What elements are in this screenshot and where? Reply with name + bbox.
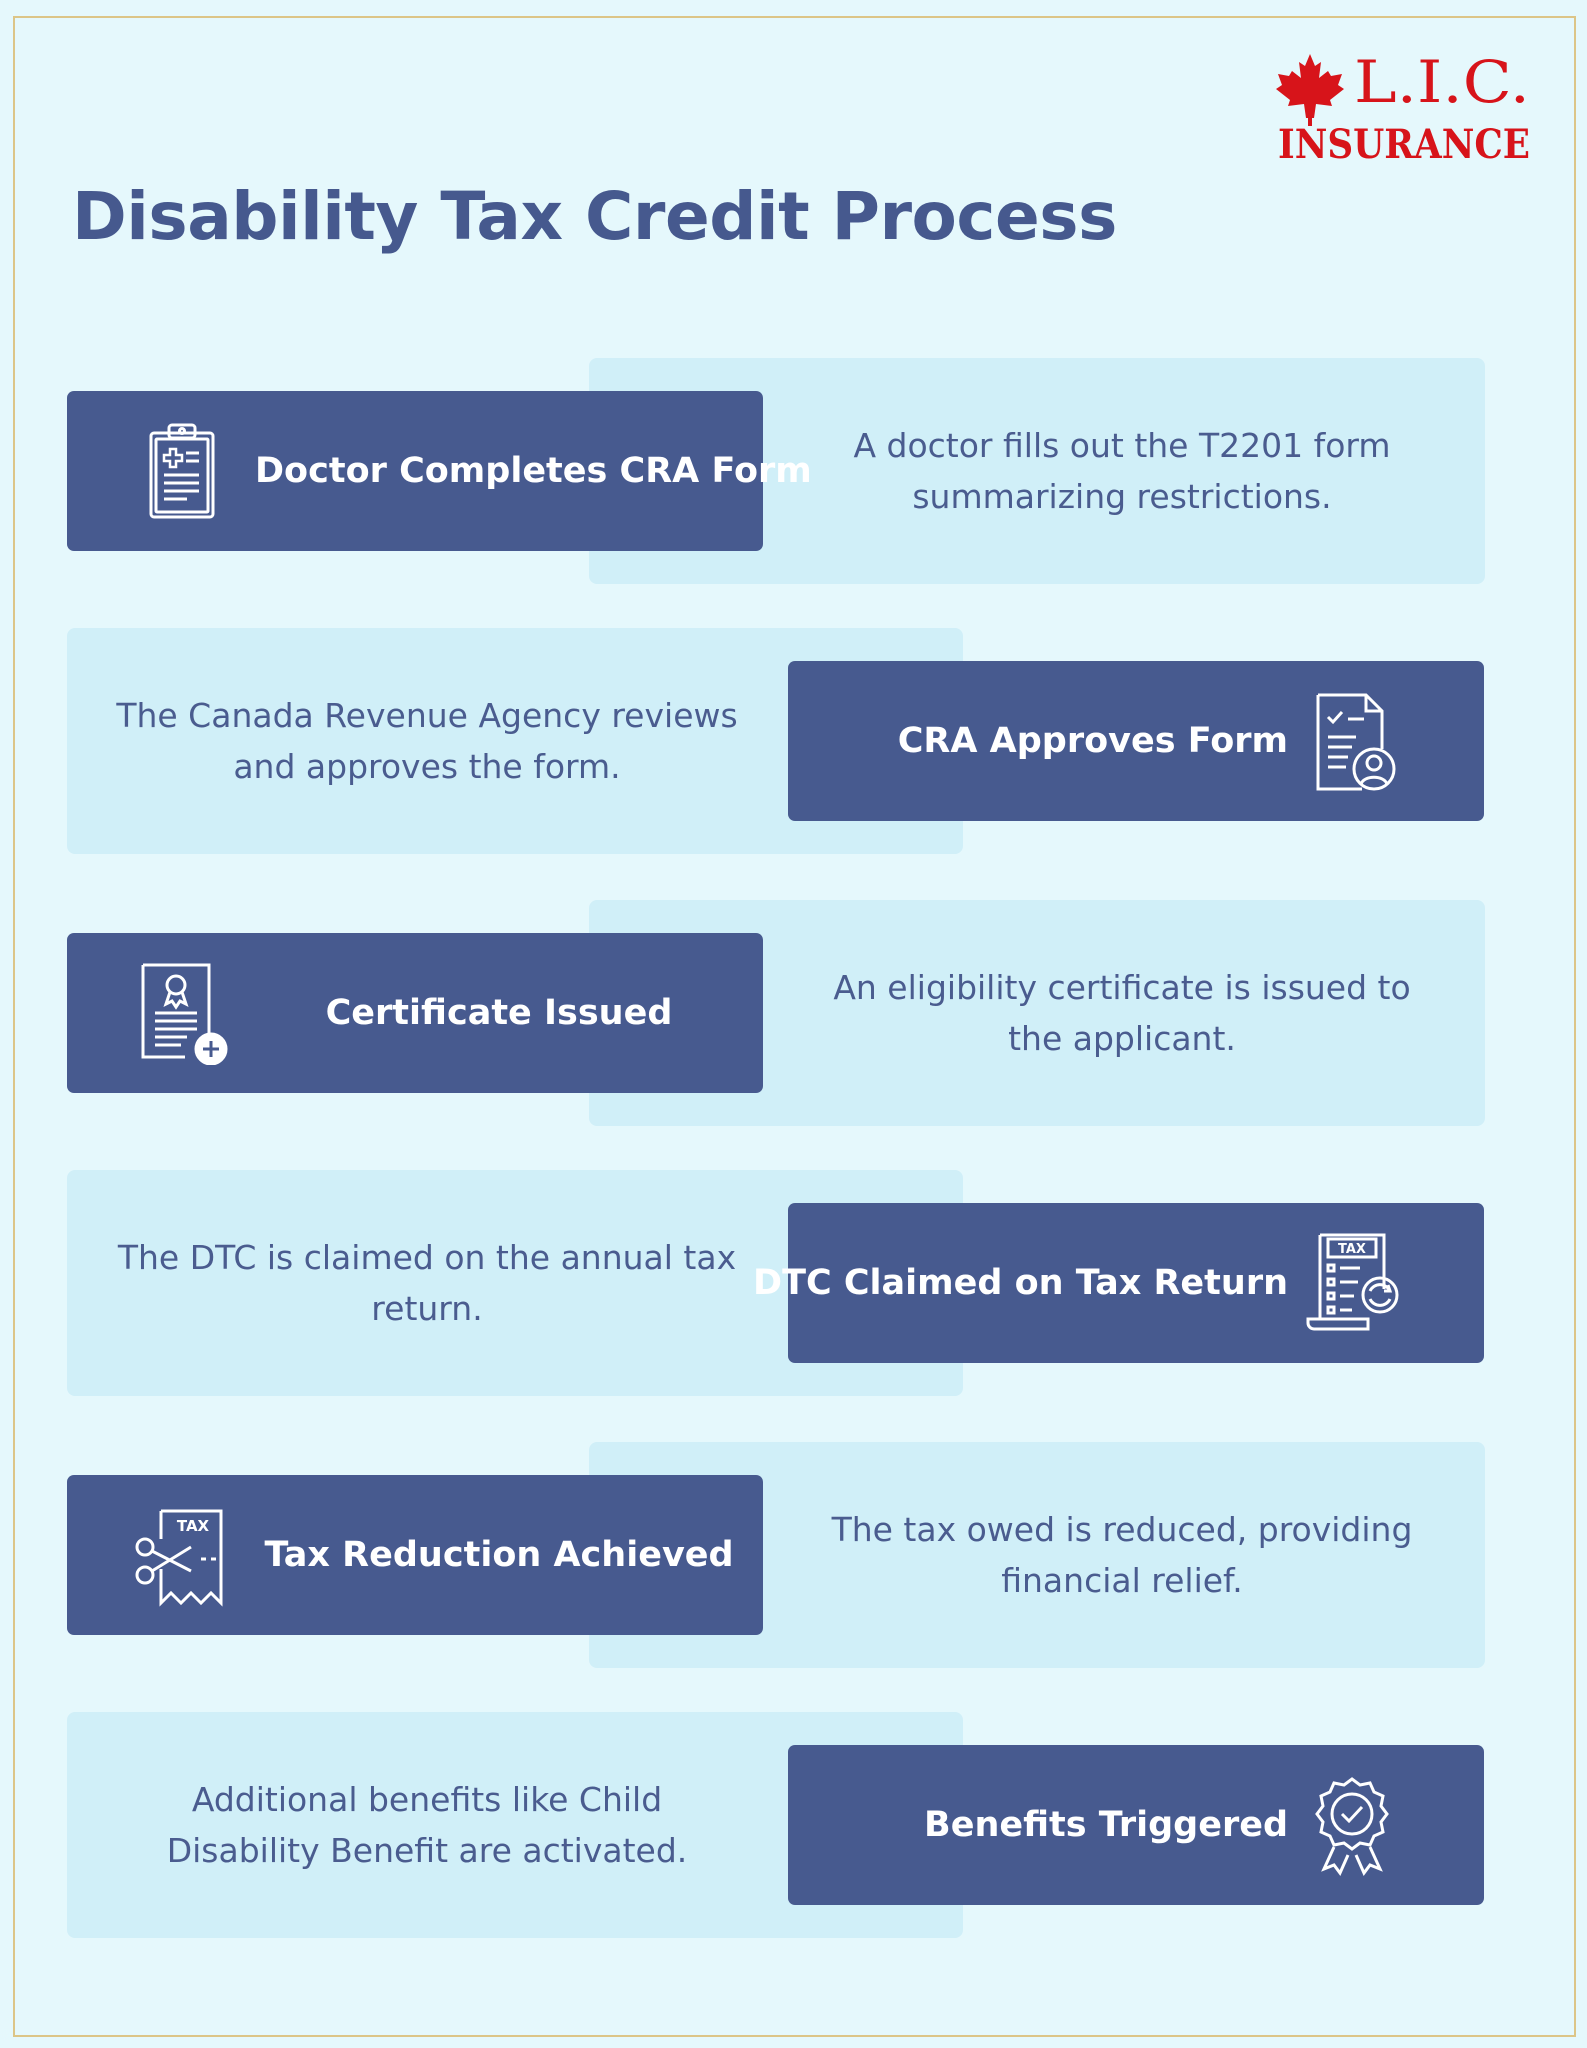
step-5-label: Tax Reduction Achieved	[264, 1535, 734, 1575]
tax-return-icon	[1300, 1231, 1404, 1335]
lic-insurance-logo	[1276, 52, 1534, 164]
step-5-description: The tax owed is reduced, providing financial relief.	[831, 1510, 1413, 1600]
step-1-label: Doctor Completes CRA Form	[255, 451, 812, 491]
step-2-description: The Canada Revenue Agency reviews and approves the form.	[116, 696, 738, 786]
step-5-card	[67, 1475, 763, 1635]
tax-cut-icon-text: TAX	[176, 1517, 210, 1535]
tax-return-icon-text: TAX	[1338, 1242, 1366, 1257]
step-6-description: Additional benefits like Child Disability Benefit are activated.	[166, 1780, 688, 1870]
approved-document-icon	[1300, 689, 1404, 793]
badge-check-icon	[1300, 1773, 1404, 1877]
certificate-icon	[131, 961, 235, 1065]
medical-clipboard-icon	[131, 419, 235, 523]
tax-cut-icon	[131, 1503, 235, 1607]
step-2-label: CRA Approves Form	[897, 721, 1288, 761]
step-4-label: DTC Claimed on Tax Return	[753, 1263, 1288, 1303]
step-3-label: Certificate Issued	[325, 993, 673, 1033]
step-6-card	[788, 1745, 1484, 1905]
step-3-description: An eligibility certificate is issued to the applicant.	[833, 968, 1411, 1058]
logo-line2: INSURANCE	[1278, 121, 1530, 164]
page-title: Disability Tax Credit Process	[72, 178, 1117, 255]
step-4-description: The DTC is claimed on the annual tax return.	[117, 1238, 737, 1328]
maple-leaf-icon	[1276, 54, 1344, 126]
step-1-description: A doctor fills out the T2201 form summarizing restrictions.	[853, 426, 1391, 516]
step-2-card	[788, 661, 1484, 821]
step-6-label: Benefits Triggered	[924, 1805, 1288, 1845]
logo-line1: L.I.C.	[1354, 52, 1530, 116]
step-3-card	[67, 933, 763, 1093]
step-4-card	[753, 1203, 1484, 1363]
step-1-card	[67, 391, 812, 551]
